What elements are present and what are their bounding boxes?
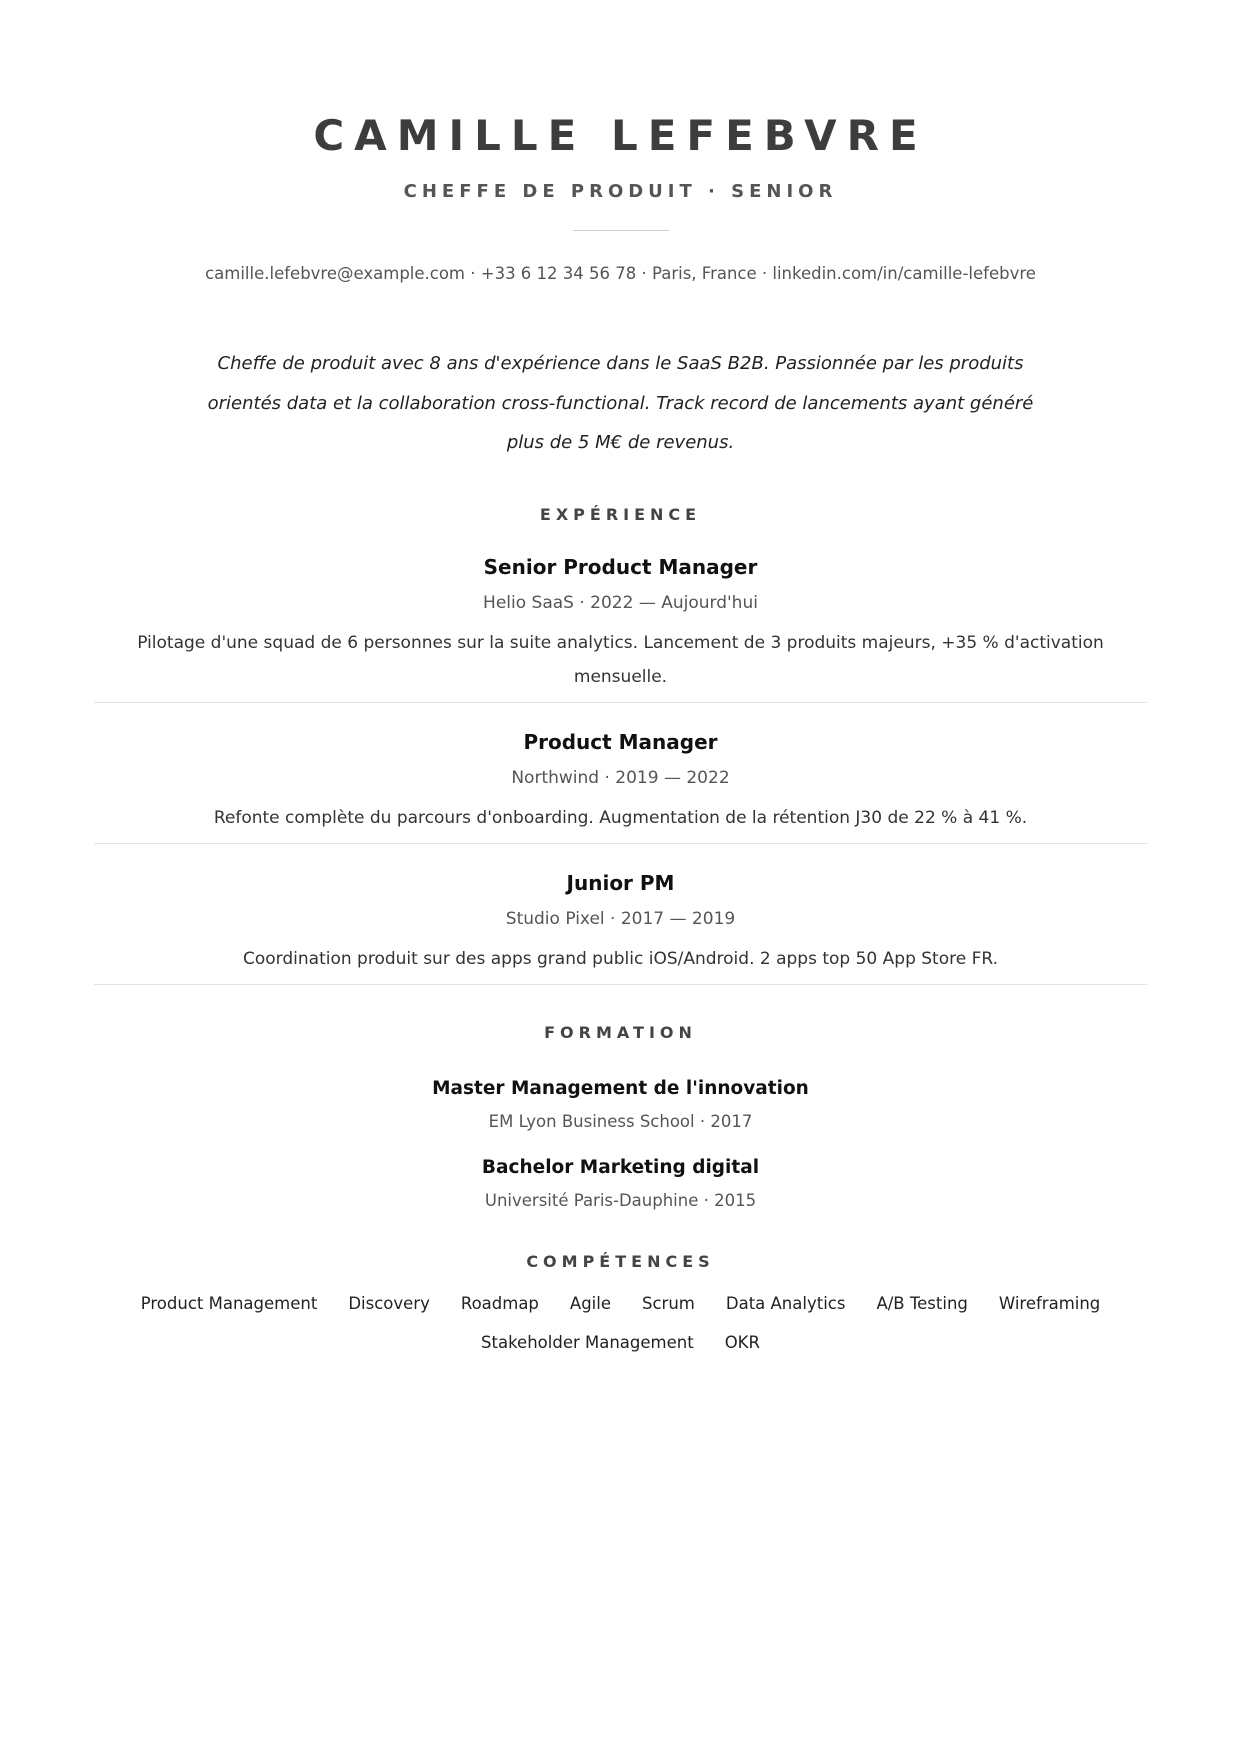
education-entry <box>94 1157 1147 1211</box>
job-subtitle: CHEFFE DE PRODUIT · SENIOR <box>403 181 838 202</box>
job-entry <box>94 703 1147 844</box>
degree-meta: Université Paris-Dauphine · 2015 <box>484 1190 757 1210</box>
skill-item: Scrum <box>642 1293 695 1313</box>
degree-title: Bachelor Marketing digital <box>481 1156 760 1178</box>
job-meta: Northwind · 2019 — 2022 <box>511 767 730 788</box>
skill-item: Data Analytics <box>725 1293 846 1313</box>
skill-item: A/B Testing <box>876 1293 968 1313</box>
skills-section <box>94 1252 1147 1353</box>
experience-title: EXPÉRIENCE <box>539 504 702 524</box>
experience-section <box>94 505 1147 985</box>
job-meta: Studio Pixel · 2017 — 2019 <box>505 908 736 929</box>
candidate-name: CAMILLE LEFEBVRE <box>313 111 928 160</box>
resume-header <box>94 0 1147 284</box>
education-section <box>94 1023 1147 1211</box>
job-description: Pilotage d'une squad de 6 personnes sur la suite analytics. Lancement de 3 produits majeurs, +35 % d'activation mensuelle. <box>137 632 1104 687</box>
profile-summary: Cheffe de produit avec 8 ans d'expérience dans le SaaS B2B. Passionnée par les produits orientés data et la collaboration cross-functional. Track record de lancements ayant généré plus de 5 M€ de revenus. <box>207 353 1034 453</box>
education-entry <box>94 1078 1147 1132</box>
job-title: Product Manager <box>523 729 718 754</box>
skill-item: OKR <box>724 1332 760 1352</box>
education-title: FORMATION <box>544 1022 697 1042</box>
job-entry <box>94 555 1147 703</box>
contact-line: camille.lefebvre@example.com · +33 6 12 34 56 78 · Paris, France · linkedin.com/in/camille-lefebvre <box>205 264 1036 283</box>
skills-title: COMPÉTENCES <box>526 1251 715 1271</box>
skill-item: Agile <box>569 1293 611 1313</box>
job-title: Senior Product Manager <box>483 554 758 579</box>
skill-item: Product Management <box>140 1293 318 1313</box>
skills-list <box>94 1294 1147 1353</box>
degree-title: Master Management de l'innovation <box>432 1077 809 1099</box>
job-meta: Helio SaaS · 2022 — Aujourd'hui <box>483 592 758 613</box>
skill-item: Discovery <box>348 1293 430 1313</box>
job-entry <box>94 844 1147 985</box>
job-description: Refonte complète du parcours d'onboarding. Augmentation de la rétention J30 de 22 % à 41 %. <box>213 807 1028 828</box>
header-divider <box>573 230 669 231</box>
job-title: Junior PM <box>566 870 675 895</box>
skill-item: Wireframing <box>998 1293 1101 1313</box>
skill-item: Roadmap <box>460 1293 539 1313</box>
skill-item: Stakeholder Management <box>481 1332 694 1352</box>
job-description: Coordination produit sur des apps grand public iOS/Android. 2 apps top 50 App Store FR. <box>243 948 998 969</box>
degree-meta: EM Lyon Business School · 2017 <box>488 1111 753 1131</box>
